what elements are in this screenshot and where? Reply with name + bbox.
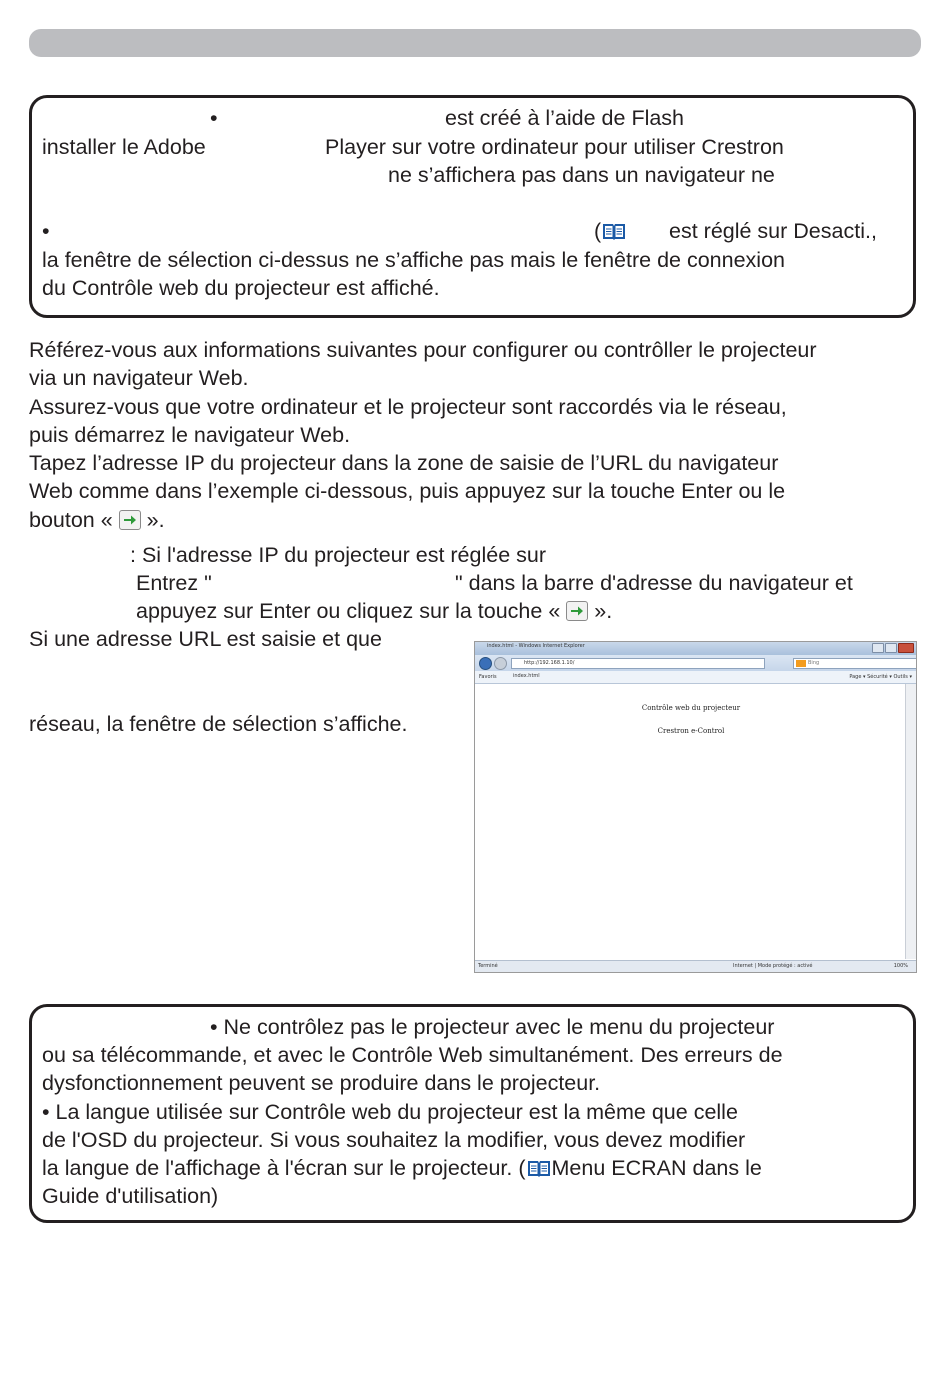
note2-line6a: la langue de l'affichage à l'écran sur le projecteur. ( bbox=[42, 1156, 526, 1180]
body-line2: via un navigateur Web. bbox=[29, 366, 249, 390]
favorites-label: Favoris bbox=[479, 674, 497, 680]
note1-line3: ne s’affichera pas dans un navigateur ne bbox=[388, 163, 775, 187]
note2-line6b: Menu ECRAN dans le bbox=[551, 1156, 762, 1180]
body-line7 bbox=[29, 506, 165, 534]
note1-line1: est créé à l’aide de Flash bbox=[445, 106, 685, 130]
status-text: Terminé bbox=[478, 963, 498, 969]
body-line6: Web comme dans l’exemple ci-dessous, puis appuyez sur la touche Enter ou le bbox=[29, 479, 786, 503]
body-line7b: ». bbox=[146, 508, 165, 532]
example-line3a: appuyez sur Enter ou cliquez sur la touche « bbox=[136, 599, 561, 623]
browser-search-box bbox=[793, 658, 917, 669]
note1-line5: la fenêtre de sélection ci-dessus ne s’affiche pas mais le fenêtre de connexion bbox=[42, 248, 785, 272]
note2-line3: dysfonctionnement peuvent se produire dans le projecteur. bbox=[42, 1071, 601, 1095]
example-line1: : Si l'adresse IP du projecteur est réglée sur bbox=[130, 543, 547, 567]
note1-paren: ( bbox=[594, 219, 602, 243]
bing-icon bbox=[796, 660, 806, 667]
note1-bullet: • bbox=[210, 106, 218, 130]
note2-line5: de l'OSD du projecteur. Si vous souhaitez la modifier, vous devez modifier bbox=[42, 1128, 746, 1152]
example-line3 bbox=[136, 597, 612, 625]
note2-line6 bbox=[42, 1154, 762, 1182]
browser-tab: index.html bbox=[513, 673, 540, 679]
forward-icon bbox=[494, 657, 507, 670]
book-icon bbox=[601, 220, 627, 240]
body-line5: Tapez l’adresse IP du projecteur dans la zone de saisie de l’URL du navigateur bbox=[29, 451, 779, 475]
body-line1: Référez-vous aux informations suivantes pour configurer ou contrôller le projecteur bbox=[29, 338, 817, 362]
note2-line1: • Ne contrôlez pas le projecteur avec le menu du projecteur bbox=[210, 1015, 775, 1039]
book-icon bbox=[526, 1157, 552, 1177]
minimize-icon bbox=[872, 643, 884, 653]
note2-line7: Guide d'utilisation) bbox=[42, 1184, 219, 1208]
header-bar bbox=[29, 29, 921, 57]
crestron-link: Crestron e-Control bbox=[657, 727, 725, 735]
browser-search-label: Bing bbox=[808, 660, 820, 666]
browser-address-row bbox=[475, 655, 916, 671]
note1-line6: du Contrôle web du projecteur est affiché. bbox=[42, 276, 440, 300]
selection-line2: réseau, la fenêtre de sélection s’affiche. bbox=[29, 712, 408, 736]
note1-line4: est réglé sur Desacti., bbox=[669, 219, 877, 243]
browser-tools: Page ▾ Sécurité ▾ Outils ▾ bbox=[849, 674, 912, 680]
browser-title: index.html - Windows Internet Explorer bbox=[487, 643, 585, 649]
selection-line1: Si une adresse URL est saisie et que bbox=[29, 627, 382, 651]
browser-favorites-bar bbox=[475, 671, 916, 684]
browser-content bbox=[475, 684, 907, 959]
example-line2a: Entrez " bbox=[136, 571, 212, 595]
zoom-level: 100% bbox=[893, 963, 908, 969]
browser-address-bar: http://192.168.1.10/ bbox=[511, 658, 765, 669]
enter-arrow-icon bbox=[119, 510, 141, 530]
note2-line4: • La langue utilisée sur Contrôle web du projecteur est la même que celle bbox=[42, 1100, 738, 1124]
enter-arrow-icon bbox=[566, 601, 588, 621]
browser-scrollbar bbox=[905, 684, 916, 959]
browser-screenshot bbox=[474, 641, 917, 973]
window-controls bbox=[872, 643, 914, 653]
example-line2b: " dans la barre d'adresse du navigateur et bbox=[455, 571, 853, 595]
note1-bullet2: • bbox=[42, 219, 50, 243]
browser-title-bar bbox=[475, 642, 916, 655]
close-icon bbox=[898, 643, 914, 653]
status-zone: Internet | Mode protégé : activé bbox=[733, 963, 813, 969]
note1-line2a: installer le Adobe bbox=[42, 135, 206, 159]
note2-line2: ou sa télécommande, et avec le Contrôle Web simultanément. Des erreurs de bbox=[42, 1043, 783, 1067]
browser-nav bbox=[479, 657, 507, 670]
maximize-icon bbox=[885, 643, 897, 653]
body-line3: Assurez-vous que votre ordinateur et le projecteur sont raccordés via le réseau, bbox=[29, 395, 787, 419]
example-line3b: ». bbox=[594, 599, 613, 623]
note1-line4-paren bbox=[594, 217, 627, 245]
body-line7a: bouton « bbox=[29, 508, 113, 532]
web-control-heading: Contrôle web du projecteur bbox=[641, 704, 741, 712]
back-icon bbox=[479, 657, 492, 670]
body-line4: puis démarrez le navigateur Web. bbox=[29, 423, 351, 447]
browser-status-bar bbox=[475, 960, 916, 972]
note1-line2b: Player sur votre ordinateur pour utiliser Crestron bbox=[325, 135, 784, 159]
